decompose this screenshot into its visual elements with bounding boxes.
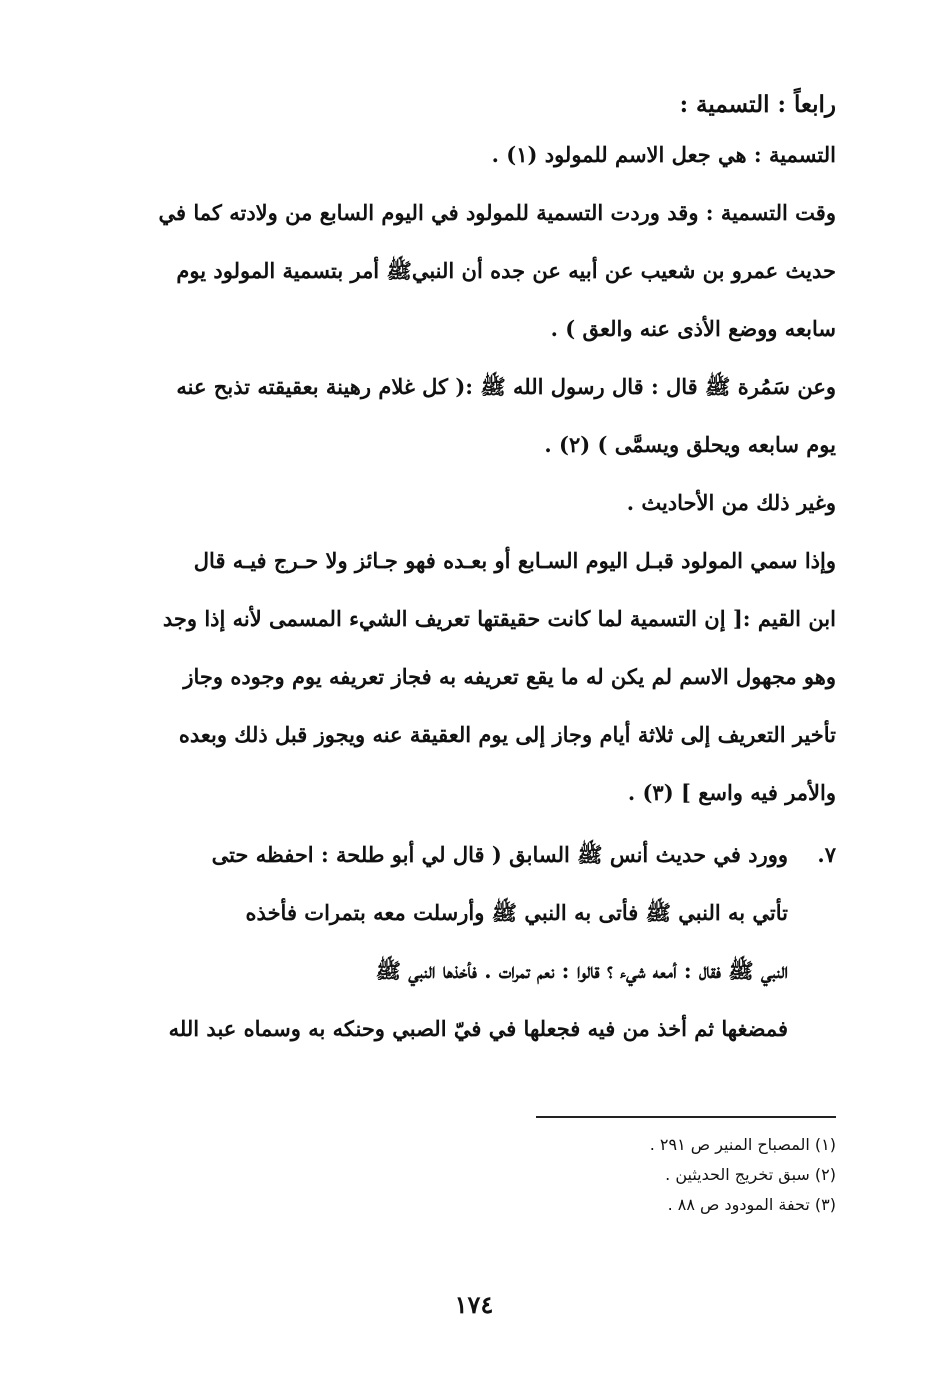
- text-line: وورد في حديث أنس ﷺ السابق ( قال لي أبو طلحة : احفظه حتى: [211, 842, 788, 867]
- paragraph-definition: [112, 130, 836, 188]
- footnote: (١) المصباح المنير ص ٢٩١ .: [649, 1135, 836, 1154]
- paragraph-naming-time: [112, 188, 836, 362]
- text-line: حديث عمرو بن شعيب عن أبيه عن جده أن النبيﷺ أمر بتسمية المولود يوم: [176, 258, 836, 283]
- text-line: وغير ذلك من الأحاديث .: [626, 490, 836, 515]
- text-line: والأمر فيه واسع ] (٣) .: [627, 780, 836, 805]
- text-line: وهو مجهول الاسم لم يكن له ما يقع تعريفه به فجاز تعريفه يوم وجوده وجاز: [183, 664, 836, 689]
- footnote: (٢) سبق تخريج الحديثين .: [665, 1165, 836, 1184]
- paragraph-ibn-qayyim: [112, 536, 836, 826]
- page-number: ١٧٤: [454, 1290, 494, 1319]
- text-line: سابعه ووضع الأذى عنه والعق ) .: [550, 316, 836, 341]
- text-line: ابن القيم :[ إن التسمية لما كانت حقيقتها تعريف الشيء المسمى لأنه إذا وجد: [162, 606, 836, 631]
- paragraph-other-hadiths: [112, 478, 836, 536]
- text-line: وقت التسمية : وقد وردت التسمية للمولود في اليوم السابع من ولادته كما في: [158, 200, 836, 225]
- main-text: [112, 80, 836, 1062]
- text-line: النبي ﷺ فقال : أمعه شيء ؟ قالوا : نعم تمرات . فأخذها النبي ﷺ: [375, 958, 788, 983]
- section-heading: رابعاً : التسمية :: [679, 91, 836, 118]
- text-line: تأخير التعريف إلى ثلاثة أيام وجاز إلى يوم العقيقة عنه ويجوز قبل ذلك وبعده: [178, 722, 836, 747]
- list-number: ٧.: [817, 842, 836, 867]
- text-line: يوم سابعه ويحلق ويسمَّى ) (٢) .: [544, 432, 836, 457]
- text-line: وإذا سمي المولود قبـل اليوم السـابع أو بعـده فهو جـائز ولا حـرج فيـه قال: [193, 548, 836, 573]
- text-line: وعن سَمُرة ﷺ قال : قال رسول الله ﷺ :( كل غلام رهينة بعقيقته تذبح عنه: [176, 374, 836, 399]
- footnote: (٣) تحفة المودود ص ٨٨ .: [667, 1195, 836, 1214]
- numbered-list-item: [112, 830, 836, 1062]
- text-line: التسمية : هي جعل الاسم للمولود (١) .: [491, 142, 836, 167]
- text-line: فمضغها ثم أخذ من فيه فجعلها في فيّ الصبي وحنكه به وسماه عبد الله: [168, 1016, 788, 1041]
- list-first-line: [112, 830, 836, 888]
- footnotes: [436, 1130, 836, 1220]
- paragraph-samura-hadith: [112, 362, 836, 478]
- text-line: تأتي به النبي ﷺ فأتى به النبي ﷺ وأرسلت معه بتمرات فأخذه: [245, 900, 788, 925]
- footnote-separator: [536, 1116, 836, 1118]
